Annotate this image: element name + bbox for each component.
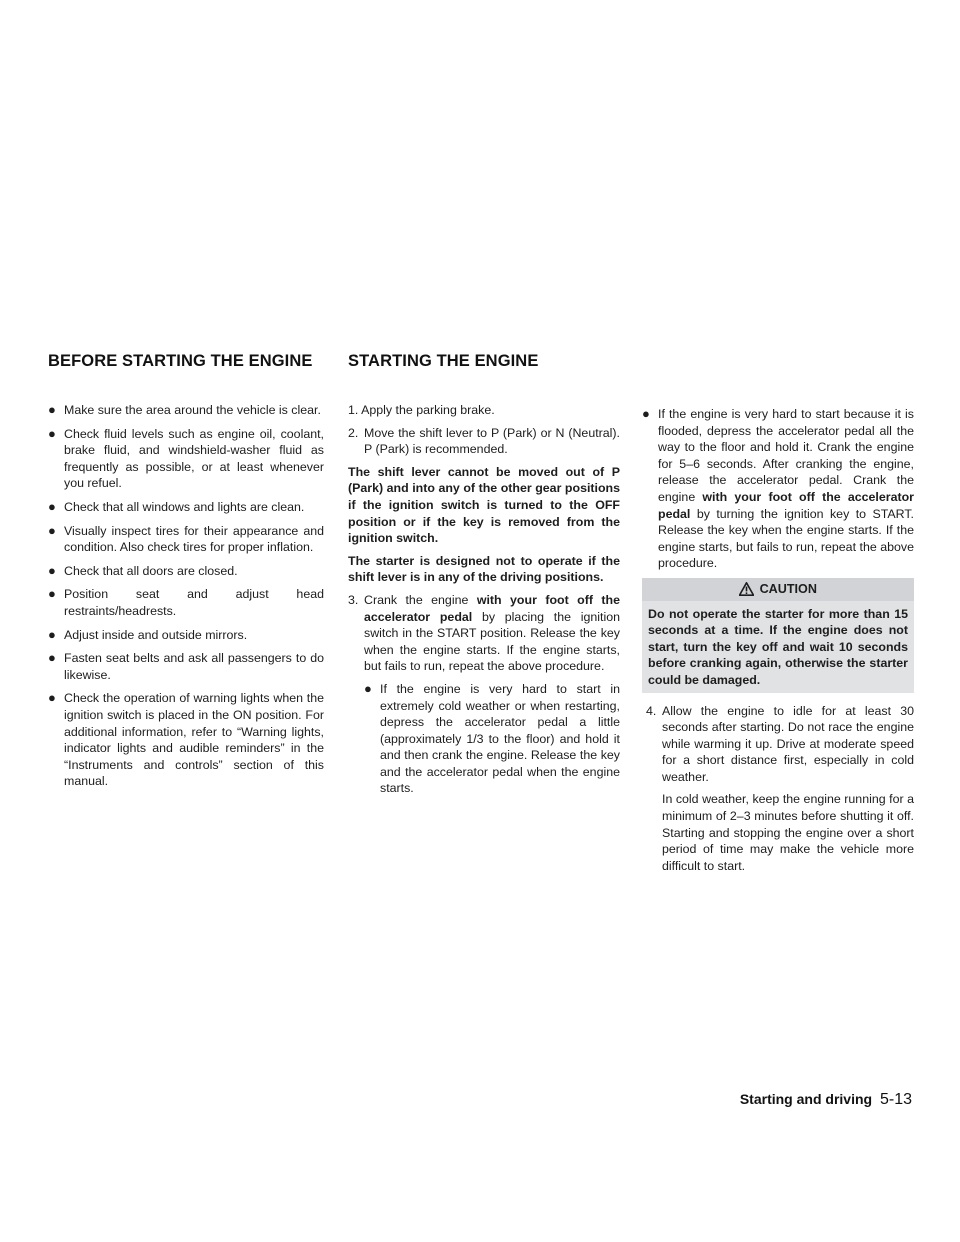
step-3: 3. Crank the engine with your foot off the accelerator pedal by placing the ignition switch in the START position. Release the key when the engine starts. If the engine starts, but fails to run, repeat the above procedure. — [348, 592, 621, 674]
step-1: 1. Apply the parking brake. — [348, 403, 495, 417]
page-footer — [740, 1091, 912, 1109]
flooded-engine-tip: ● If the engine is very hard to start because it is flooded, depress the accelerator pedal all the way to the floor and hold it. Crank the engine for 5–6 seconds. After cranking the engine, release the accelerator pedal. Crank the engine with your foot off the accelerator pedal by turning the ignition key to START. Release the key when the engine starts. If the engine starts, but fails to run, repeat the above procedure. — [642, 406, 914, 571]
list-item: ● Visually inspect tires for their appearance and condition. Also check tires for proper inflation. — [48, 522, 324, 555]
bullet-icon: ● — [48, 498, 56, 514]
caution-box — [642, 578, 914, 693]
bullet-icon: ● — [48, 402, 56, 417]
bullet-icon: ● — [48, 425, 56, 441]
bullet-icon: ● — [48, 626, 56, 642]
page-number: 5-13 — [879, 1091, 912, 1108]
list-item: ● Check that all doors are closed. — [48, 562, 238, 578]
caution-title: CAUTION — [759, 581, 817, 596]
step-2: 2. Move the shift lever to P (Park) or N (Neutral). P (Park) is recommended. — [348, 425, 620, 457]
step-3-cold-weather-tip: ● If the engine is very hard to start in extremely cold weather or when restarting, depress the accelerator pedal a little (approximately 1/3 to the floor) and hold it and then crank the engine. Release the key and the accelerator pedal when the engine starts. — [364, 680, 620, 796]
step-2-note-starter: The starter is designed not to operate if the shift lever is in any of the driving positions. — [348, 553, 620, 585]
column-starting-steps — [348, 402, 620, 803]
bullet-icon: ● — [364, 680, 372, 696]
bullet-icon: ● — [642, 406, 650, 421]
list-item: ● Fasten seat belts and ask all passengers to do likewise. — [48, 650, 324, 682]
list-item: ● Make sure the area around the vehicle is clear. — [48, 402, 321, 417]
step-2-note-shift-lever: The shift lever cannot be moved out of P (Park) and into any of the other gear positions if the ignition switch is turned to the OFF position or if the key is removed from the ignition switch. — [348, 464, 620, 546]
bullet-icon: ● — [48, 650, 56, 666]
bullet-icon: ● — [48, 586, 56, 602]
warning-triangle-icon — [739, 582, 754, 596]
heading-starting-engine: STARTING THE ENGINE — [348, 352, 539, 370]
list-item: ● Position seat and adjust head restraints/headrests. — [48, 586, 324, 618]
bullet-icon: ● — [48, 522, 56, 538]
caution-header — [642, 578, 914, 601]
bullet-icon: ● — [48, 690, 56, 706]
step-4: 4. Allow the engine to idle for at least 30 seconds after starting. Do not race the engine while warming it up. Drive at moderate speed for a short distance first, especially in cold weather. — [646, 703, 914, 784]
footer-section-title: Starting and driving — [739, 1091, 873, 1107]
heading-before-starting: BEFORE STARTING THE ENGINE — [48, 352, 313, 370]
list-item: ● Check that all windows and lights are clean. — [48, 498, 305, 514]
list-item: ● Check fluid levels such as engine oil, coolant, brake fluid, and windshield-washer fluid as frequently as possible, or at least whenever you refuel. — [48, 425, 324, 491]
step-4-cold-weather-note: In cold weather, keep the engine running for a minimum of 2–3 minutes before shutting it off. Starting and stopping the engine over a short period of time may make the vehicle more difficult to start. — [662, 792, 914, 873]
column-before-starting — [48, 402, 324, 797]
list-item: ● Adjust inside and outside mirrors. — [48, 626, 248, 642]
column-caution — [642, 402, 914, 880]
list-item: ● Check the operation of warning lights when the ignition switch is placed in the ON position. For additional information, refer to “Warning lights, indicator lights and audible reminders” in the “Instruments and controls” section of this manual. — [48, 690, 324, 789]
bullet-icon: ● — [48, 562, 56, 578]
caution-text: Do not operate the starter for more than 15 seconds at a time. If the engine does not start, turn the key off and wait 10 seconds before cranking again, otherwise the starter could be damaged. — [648, 606, 908, 687]
